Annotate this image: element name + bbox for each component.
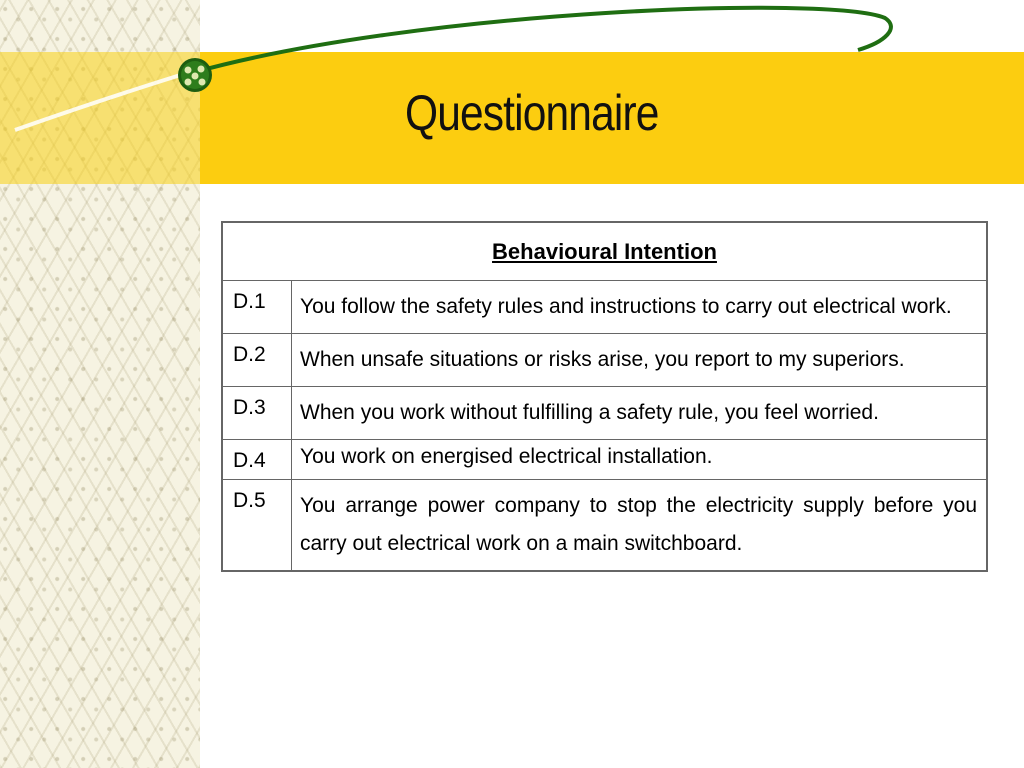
table-row	[222, 480, 987, 572]
table-row	[222, 387, 987, 440]
item-code: D.5	[222, 480, 292, 572]
table-header-row	[222, 222, 987, 281]
item-text: You arrange power company to stop the electricity supply before you carry out electrical work on a main switchboard.	[292, 480, 988, 572]
green-node-icon	[178, 58, 212, 92]
item-code: D.3	[222, 387, 292, 440]
item-text: You work on energised electrical installation.	[292, 440, 988, 480]
table-row	[222, 281, 987, 334]
item-code: D.4	[222, 440, 292, 480]
table-row	[222, 334, 987, 387]
slide-title: Questionnaire	[405, 85, 659, 141]
item-text: You follow the safety rules and instructions to carry out electrical work.	[292, 281, 988, 334]
item-text: When unsafe situations or risks arise, you report to my superiors.	[292, 334, 988, 387]
table-header: Behavioural Intention	[222, 222, 987, 281]
item-code: D.2	[222, 334, 292, 387]
questionnaire-table	[221, 221, 988, 572]
item-code: D.1	[222, 281, 292, 334]
table-row	[222, 440, 987, 480]
item-text: When you work without fulfilling a safety rule, you feel worried.	[292, 387, 988, 440]
